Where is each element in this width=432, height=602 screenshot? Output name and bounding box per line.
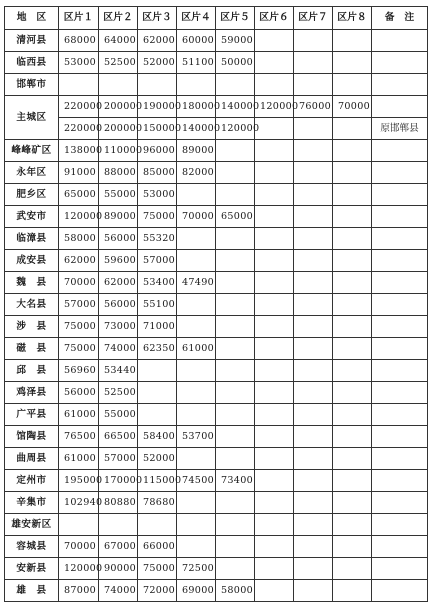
region-cell: 雄安新区 bbox=[5, 514, 59, 536]
zone-1-price-cell: 75000 bbox=[59, 316, 99, 338]
note-cell bbox=[372, 272, 428, 294]
zone-8-price-cell bbox=[333, 140, 372, 162]
zone-6-price-cell bbox=[255, 184, 294, 206]
zone-7-price-cell bbox=[294, 470, 333, 492]
zone-5-price-cell bbox=[216, 74, 255, 96]
table-row bbox=[5, 184, 428, 206]
zone-2-price-cell: 56000 bbox=[99, 294, 138, 316]
zone-5-price-cell bbox=[216, 294, 255, 316]
zone-2-price-cell: 90000 bbox=[99, 558, 138, 580]
table-row bbox=[5, 162, 428, 184]
zone-4-price-cell: 74500 bbox=[177, 470, 216, 492]
zone-8-price-cell bbox=[333, 492, 372, 514]
zone-8-price-cell bbox=[333, 30, 372, 52]
zone-1-price-cell: 56960 bbox=[59, 360, 99, 382]
table-row bbox=[5, 448, 428, 470]
note-cell bbox=[372, 184, 428, 206]
zone-2-price-cell: 73000 bbox=[99, 316, 138, 338]
zone-2-price-cell: 88000 bbox=[99, 162, 138, 184]
zone-6-price-cell bbox=[255, 360, 294, 382]
note-cell: 原邯郸县 bbox=[372, 118, 428, 140]
zone-1-price-cell: 75000 bbox=[59, 338, 99, 360]
zone-3-price-cell: 53400 bbox=[138, 272, 177, 294]
table-body bbox=[5, 30, 428, 602]
zone-6-price-cell bbox=[255, 514, 294, 536]
zone-3-price-cell: 150000 bbox=[138, 118, 177, 140]
zone-7-price-cell bbox=[294, 316, 333, 338]
zone-3-price-cell bbox=[138, 404, 177, 426]
zone-3-price-cell: 55320 bbox=[138, 228, 177, 250]
header-zone-1: 区片１ bbox=[59, 7, 99, 30]
zone-8-price-cell bbox=[333, 338, 372, 360]
region-cell: 肥乡区 bbox=[5, 184, 59, 206]
zone-8-price-cell bbox=[333, 294, 372, 316]
table-row bbox=[5, 470, 428, 492]
region-cell: 安新县 bbox=[5, 558, 59, 580]
zone-3-price-cell: 62000 bbox=[138, 30, 177, 52]
zone-7-price-cell bbox=[294, 558, 333, 580]
zone-4-price-cell: 89000 bbox=[177, 140, 216, 162]
zone-8-price-cell bbox=[333, 74, 372, 96]
zone-6-price-cell bbox=[255, 140, 294, 162]
zone-2-price-cell: 74000 bbox=[99, 580, 138, 602]
note-cell bbox=[372, 470, 428, 492]
note-cell bbox=[372, 426, 428, 448]
zone-2-price-cell: 62000 bbox=[99, 272, 138, 294]
zone-3-price-cell bbox=[138, 360, 177, 382]
note-cell bbox=[372, 404, 428, 426]
table-row bbox=[5, 272, 428, 294]
header-zone-5: 区片５ bbox=[216, 7, 255, 30]
zone-1-price-cell: 91000 bbox=[59, 162, 99, 184]
zone-3-price-cell: 85000 bbox=[138, 162, 177, 184]
zone-6-price-cell bbox=[255, 74, 294, 96]
zone-6-price-cell bbox=[255, 52, 294, 74]
zone-2-price-cell: 52500 bbox=[99, 382, 138, 404]
zone-1-price-cell: 87000 bbox=[59, 580, 99, 602]
zone-7-price-cell bbox=[294, 140, 333, 162]
zone-6-price-cell bbox=[255, 228, 294, 250]
zone-4-price-cell: 60000 bbox=[177, 30, 216, 52]
zone-4-price-cell bbox=[177, 316, 216, 338]
zone-3-price-cell: 58400 bbox=[138, 426, 177, 448]
header-zone-3: 区片３ bbox=[138, 7, 177, 30]
zone-6-price-cell bbox=[255, 382, 294, 404]
zone-7-price-cell bbox=[294, 74, 333, 96]
note-cell bbox=[372, 360, 428, 382]
zone-5-price-cell bbox=[216, 426, 255, 448]
zone-6-price-cell bbox=[255, 118, 294, 140]
zone-2-price-cell: 200000 bbox=[99, 96, 138, 118]
zone-8-price-cell bbox=[333, 426, 372, 448]
note-cell bbox=[372, 228, 428, 250]
zone-6-price-cell bbox=[255, 448, 294, 470]
zone-5-price-cell bbox=[216, 492, 255, 514]
header-row bbox=[5, 7, 428, 30]
zone-1-price-cell: 70000 bbox=[59, 536, 99, 558]
table-row bbox=[5, 558, 428, 580]
zone-1-price-cell: 138000 bbox=[59, 140, 99, 162]
zone-3-price-cell: 53000 bbox=[138, 184, 177, 206]
zone-6-price-cell bbox=[255, 426, 294, 448]
zone-2-price-cell: 59600 bbox=[99, 250, 138, 272]
zone-5-price-cell bbox=[216, 338, 255, 360]
note-cell bbox=[372, 338, 428, 360]
zone-1-price-cell: 65000 bbox=[59, 184, 99, 206]
region-cell: 峰峰矿区 bbox=[5, 140, 59, 162]
zone-6-price-cell bbox=[255, 338, 294, 360]
zone-8-price-cell bbox=[333, 580, 372, 602]
note-cell bbox=[372, 536, 428, 558]
note-cell bbox=[372, 514, 428, 536]
zone-4-price-cell bbox=[177, 184, 216, 206]
table-row bbox=[5, 52, 428, 74]
zone-5-price-cell bbox=[216, 514, 255, 536]
zone-8-price-cell bbox=[333, 558, 372, 580]
zone-3-price-cell bbox=[138, 514, 177, 536]
zone-5-price-cell bbox=[216, 162, 255, 184]
zone-6-price-cell bbox=[255, 536, 294, 558]
table-row bbox=[5, 96, 428, 118]
zone-2-price-cell: 64000 bbox=[99, 30, 138, 52]
zone-1-price-cell: 220000 bbox=[59, 96, 99, 118]
zone-7-price-cell bbox=[294, 272, 333, 294]
zone-5-price-cell bbox=[216, 228, 255, 250]
zone-3-price-cell: 66000 bbox=[138, 536, 177, 558]
table-row bbox=[5, 118, 428, 140]
zone-7-price-cell: 76000 bbox=[294, 96, 333, 118]
zone-4-price-cell bbox=[177, 448, 216, 470]
note-cell bbox=[372, 30, 428, 52]
zone-6-price-cell: 120000 bbox=[255, 96, 294, 118]
zone-2-price-cell: 52500 bbox=[99, 52, 138, 74]
zone-2-price-cell: 55000 bbox=[99, 404, 138, 426]
zone-1-price-cell: 53000 bbox=[59, 52, 99, 74]
zone-4-price-cell: 53700 bbox=[177, 426, 216, 448]
zone-5-price-cell bbox=[216, 360, 255, 382]
region-cell: 大名县 bbox=[5, 294, 59, 316]
header-zone-6: 区片６ bbox=[255, 7, 294, 30]
header-zone-2: 区片２ bbox=[99, 7, 138, 30]
zone-4-price-cell: 51100 bbox=[177, 52, 216, 74]
note-cell bbox=[372, 250, 428, 272]
zone-1-price-cell: 57000 bbox=[59, 294, 99, 316]
zone-8-price-cell bbox=[333, 118, 372, 140]
zone-6-price-cell bbox=[255, 294, 294, 316]
zone-7-price-cell bbox=[294, 30, 333, 52]
zone-8-price-cell bbox=[333, 52, 372, 74]
note-cell bbox=[372, 382, 428, 404]
zone-5-price-cell bbox=[216, 536, 255, 558]
region-cell: 魏 县 bbox=[5, 272, 59, 294]
zone-2-price-cell: 89000 bbox=[99, 206, 138, 228]
zone-1-price-cell: 120000 bbox=[59, 558, 99, 580]
zone-7-price-cell bbox=[294, 184, 333, 206]
table-row bbox=[5, 492, 428, 514]
region-cell: 武安市 bbox=[5, 206, 59, 228]
region-cell: 清河县 bbox=[5, 30, 59, 52]
zone-3-price-cell: 75000 bbox=[138, 558, 177, 580]
zone-6-price-cell bbox=[255, 316, 294, 338]
zone-7-price-cell bbox=[294, 250, 333, 272]
zone-7-price-cell bbox=[294, 162, 333, 184]
zone-7-price-cell bbox=[294, 382, 333, 404]
zone-8-price-cell bbox=[333, 162, 372, 184]
zone-5-price-cell: 59000 bbox=[216, 30, 255, 52]
zone-2-price-cell: 56000 bbox=[99, 228, 138, 250]
zone-4-price-cell bbox=[177, 492, 216, 514]
table-row bbox=[5, 250, 428, 272]
zone-3-price-cell: 52000 bbox=[138, 52, 177, 74]
zone-4-price-cell bbox=[177, 228, 216, 250]
zone-6-price-cell bbox=[255, 272, 294, 294]
zone-1-price-cell: 70000 bbox=[59, 272, 99, 294]
zone-8-price-cell bbox=[333, 514, 372, 536]
zone-8-price-cell bbox=[333, 360, 372, 382]
zone-2-price-cell: 74000 bbox=[99, 338, 138, 360]
region-cell: 鸡泽县 bbox=[5, 382, 59, 404]
zone-5-price-cell bbox=[216, 250, 255, 272]
zone-8-price-cell bbox=[333, 206, 372, 228]
table-row bbox=[5, 338, 428, 360]
zone-3-price-cell: 62350 bbox=[138, 338, 177, 360]
header-region: 地 区 bbox=[5, 7, 59, 30]
zone-3-price-cell: 96000 bbox=[138, 140, 177, 162]
zone-6-price-cell bbox=[255, 558, 294, 580]
zone-3-price-cell bbox=[138, 382, 177, 404]
zone-5-price-cell: 58000 bbox=[216, 580, 255, 602]
zone-6-price-cell bbox=[255, 492, 294, 514]
zone-4-price-cell: 140000 bbox=[177, 118, 216, 140]
zone-4-price-cell bbox=[177, 360, 216, 382]
region-cell: 邯郸市 bbox=[5, 74, 59, 96]
zone-8-price-cell bbox=[333, 316, 372, 338]
zone-7-price-cell bbox=[294, 514, 333, 536]
note-cell bbox=[372, 558, 428, 580]
zone-8-price-cell bbox=[333, 250, 372, 272]
zone-7-price-cell bbox=[294, 52, 333, 74]
note-cell bbox=[372, 580, 428, 602]
zone-5-price-cell bbox=[216, 316, 255, 338]
zone-1-price-cell: 58000 bbox=[59, 228, 99, 250]
region-cell: 广平县 bbox=[5, 404, 59, 426]
zone-5-price-cell: 65000 bbox=[216, 206, 255, 228]
zone-4-price-cell: 180000 bbox=[177, 96, 216, 118]
zone-6-price-cell bbox=[255, 580, 294, 602]
zone-4-price-cell bbox=[177, 74, 216, 96]
zone-5-price-cell: 50000 bbox=[216, 52, 255, 74]
zone-4-price-cell: 72500 bbox=[177, 558, 216, 580]
zone-1-price-cell bbox=[59, 514, 99, 536]
note-cell bbox=[372, 206, 428, 228]
zone-8-price-cell bbox=[333, 382, 372, 404]
region-cell: 邱 县 bbox=[5, 360, 59, 382]
zone-4-price-cell: 69000 bbox=[177, 580, 216, 602]
zone-2-price-cell: 57000 bbox=[99, 448, 138, 470]
zone-3-price-cell: 115000 bbox=[138, 470, 177, 492]
zone-6-price-cell bbox=[255, 30, 294, 52]
zone-2-price-cell: 55000 bbox=[99, 184, 138, 206]
zone-8-price-cell: 70000 bbox=[333, 96, 372, 118]
table-row bbox=[5, 536, 428, 558]
zone-2-price-cell: 80880 bbox=[99, 492, 138, 514]
zone-5-price-cell bbox=[216, 184, 255, 206]
zone-3-price-cell: 72000 bbox=[138, 580, 177, 602]
region-cell: 雄 县 bbox=[5, 580, 59, 602]
region-cell: 临漳县 bbox=[5, 228, 59, 250]
region-cell: 临西县 bbox=[5, 52, 59, 74]
zone-7-price-cell bbox=[294, 536, 333, 558]
table-row bbox=[5, 228, 428, 250]
zone-2-price-cell: 200000 bbox=[99, 118, 138, 140]
region-cell: 磁 县 bbox=[5, 338, 59, 360]
zone-5-price-cell bbox=[216, 558, 255, 580]
zone-4-price-cell bbox=[177, 404, 216, 426]
zone-2-price-cell: 53440 bbox=[99, 360, 138, 382]
zone-6-price-cell bbox=[255, 404, 294, 426]
zone-7-price-cell bbox=[294, 404, 333, 426]
zone-1-price-cell: 76500 bbox=[59, 426, 99, 448]
zone-1-price-cell: 68000 bbox=[59, 30, 99, 52]
zone-5-price-cell bbox=[216, 382, 255, 404]
zone-5-price-cell: 120000 bbox=[216, 118, 255, 140]
zone-4-price-cell bbox=[177, 382, 216, 404]
zone-8-price-cell bbox=[333, 448, 372, 470]
header-zone-4: 区片４ bbox=[177, 7, 216, 30]
zone-7-price-cell bbox=[294, 580, 333, 602]
region-cell: 涉 县 bbox=[5, 316, 59, 338]
region-cell: 馆陶县 bbox=[5, 426, 59, 448]
table-row bbox=[5, 294, 428, 316]
note-cell bbox=[372, 316, 428, 338]
zone-2-price-cell: 170000 bbox=[99, 470, 138, 492]
zone-6-price-cell bbox=[255, 162, 294, 184]
header-zone-7: 区片７ bbox=[294, 7, 333, 30]
zone-7-price-cell bbox=[294, 360, 333, 382]
zone-3-price-cell: 57000 bbox=[138, 250, 177, 272]
table-row bbox=[5, 404, 428, 426]
zone-1-price-cell: 56000 bbox=[59, 382, 99, 404]
region-cell: 主城区 bbox=[5, 96, 59, 140]
note-cell bbox=[372, 492, 428, 514]
note-cell bbox=[372, 52, 428, 74]
zone-1-price-cell: 102940 bbox=[59, 492, 99, 514]
note-cell bbox=[372, 448, 428, 470]
zone-7-price-cell bbox=[294, 206, 333, 228]
zone-7-price-cell bbox=[294, 228, 333, 250]
zone-2-price-cell: 110000 bbox=[99, 140, 138, 162]
zone-1-price-cell: 61000 bbox=[59, 404, 99, 426]
zone-5-price-cell: 140000 bbox=[216, 96, 255, 118]
zone-7-price-cell bbox=[294, 294, 333, 316]
table-row bbox=[5, 206, 428, 228]
zone-8-price-cell bbox=[333, 470, 372, 492]
zone-7-price-cell bbox=[294, 118, 333, 140]
zone-4-price-cell bbox=[177, 294, 216, 316]
region-cell: 容城县 bbox=[5, 536, 59, 558]
note-cell bbox=[372, 96, 428, 118]
zone-2-price-cell bbox=[99, 514, 138, 536]
zone-3-price-cell: 78680 bbox=[138, 492, 177, 514]
table-row bbox=[5, 140, 428, 162]
zone-3-price-cell: 75000 bbox=[138, 206, 177, 228]
zone-8-price-cell bbox=[333, 272, 372, 294]
zone-4-price-cell: 82000 bbox=[177, 162, 216, 184]
zone-5-price-cell bbox=[216, 272, 255, 294]
zone-7-price-cell bbox=[294, 426, 333, 448]
header-zone-8: 区片８ bbox=[333, 7, 372, 30]
zone-2-price-cell bbox=[99, 74, 138, 96]
table-row bbox=[5, 360, 428, 382]
zone-8-price-cell bbox=[333, 404, 372, 426]
zone-4-price-cell: 61000 bbox=[177, 338, 216, 360]
zone-4-price-cell bbox=[177, 536, 216, 558]
zone-7-price-cell bbox=[294, 448, 333, 470]
zone-6-price-cell bbox=[255, 470, 294, 492]
table-row bbox=[5, 426, 428, 448]
zone-8-price-cell bbox=[333, 184, 372, 206]
zone-3-price-cell: 190000 bbox=[138, 96, 177, 118]
zone-3-price-cell: 55100 bbox=[138, 294, 177, 316]
note-cell bbox=[372, 74, 428, 96]
note-cell bbox=[372, 140, 428, 162]
note-cell bbox=[372, 294, 428, 316]
zone-7-price-cell bbox=[294, 492, 333, 514]
zone-5-price-cell bbox=[216, 140, 255, 162]
zone-1-price-cell: 195000 bbox=[59, 470, 99, 492]
table-row bbox=[5, 580, 428, 602]
region-cell: 永年区 bbox=[5, 162, 59, 184]
zone-4-price-cell: 70000 bbox=[177, 206, 216, 228]
zone-2-price-cell: 67000 bbox=[99, 536, 138, 558]
table-row bbox=[5, 30, 428, 52]
land-price-table bbox=[4, 6, 428, 602]
zone-2-price-cell: 66500 bbox=[99, 426, 138, 448]
zone-8-price-cell bbox=[333, 536, 372, 558]
zone-5-price-cell bbox=[216, 404, 255, 426]
zone-1-price-cell bbox=[59, 74, 99, 96]
zone-1-price-cell: 120000 bbox=[59, 206, 99, 228]
zone-3-price-cell: 52000 bbox=[138, 448, 177, 470]
zone-3-price-cell bbox=[138, 74, 177, 96]
table-row bbox=[5, 382, 428, 404]
table-row bbox=[5, 514, 428, 536]
table-row bbox=[5, 316, 428, 338]
zone-5-price-cell: 73400 bbox=[216, 470, 255, 492]
zone-1-price-cell: 220000 bbox=[59, 118, 99, 140]
region-cell: 辛集市 bbox=[5, 492, 59, 514]
zone-7-price-cell bbox=[294, 338, 333, 360]
zone-4-price-cell bbox=[177, 250, 216, 272]
zone-3-price-cell: 71000 bbox=[138, 316, 177, 338]
zone-8-price-cell bbox=[333, 228, 372, 250]
header-note: 备 注 bbox=[372, 7, 428, 30]
zone-4-price-cell: 47490 bbox=[177, 272, 216, 294]
table-row bbox=[5, 74, 428, 96]
region-cell: 定州市 bbox=[5, 470, 59, 492]
zone-6-price-cell bbox=[255, 206, 294, 228]
region-cell: 曲周县 bbox=[5, 448, 59, 470]
zone-5-price-cell bbox=[216, 448, 255, 470]
zone-4-price-cell bbox=[177, 514, 216, 536]
region-cell: 成安县 bbox=[5, 250, 59, 272]
zone-6-price-cell bbox=[255, 250, 294, 272]
note-cell bbox=[372, 162, 428, 184]
zone-1-price-cell: 61000 bbox=[59, 448, 99, 470]
zone-1-price-cell: 62000 bbox=[59, 250, 99, 272]
